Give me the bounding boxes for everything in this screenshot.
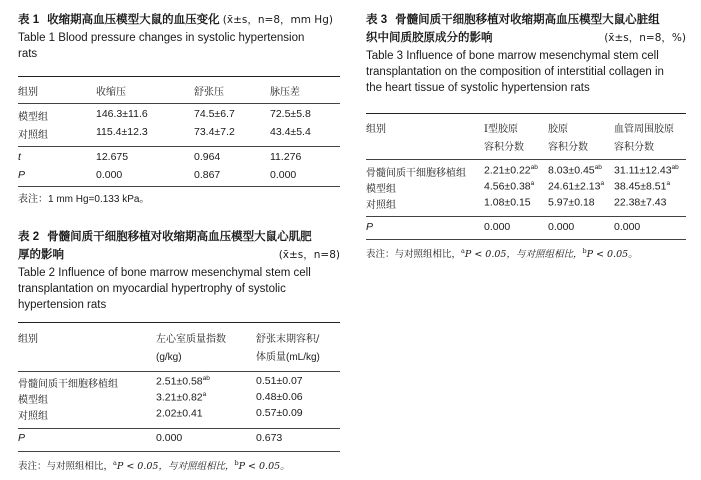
table2	[18, 228, 340, 313]
table3	[366, 11, 686, 96]
table-row: 骨髓间质干细胞移植组 2.21±0.22$^{ab}$ 8.03±0.45$^{ab}$ 31.11±12.43$^{ab}$	[366, 164, 679, 179]
table-row: P 0.000 0.000 0.000	[366, 221, 641, 233]
table2-note: 表注：与对照组相比，$^a$P < 0.05，与对照组相比，$^b$P < 0.05。	[18, 459, 290, 473]
table-row: P 0.000 0.867 0.000	[18, 169, 297, 181]
table2-p-row	[18, 432, 340, 448]
table3-p-rule	[366, 216, 686, 217]
table-row: 模型组 146.3±11.6 74.5±6.7 72.5±5.8	[18, 108, 311, 123]
table3-header-rule	[366, 159, 686, 160]
table3-body	[366, 164, 686, 212]
table2-bottom-rule	[18, 451, 340, 452]
table3-bottom-rule	[366, 239, 686, 240]
table1-bottom-rule	[18, 186, 340, 187]
table1-header: 组别 收缩压 舒张压 脉压差	[18, 87, 300, 98]
table3-cn-caption-2: 织中间质胶原成分的影响 (x̄±s，n=8，%)	[366, 32, 686, 44]
table3-top-rule	[366, 113, 686, 114]
table1-top-rule	[18, 76, 340, 77]
table2-header: 组别 左心室质量指数 (g/kg) 舒张末期容积/ 体质量(mL/kg)	[18, 334, 320, 363]
table2-top-rule	[18, 322, 340, 323]
table3-note: 表注：与对照组相比，$^a$P < 0.05，与对照组相比，$^b$P < 0.05。	[366, 247, 638, 261]
table3-header: 组别 Ⅰ型胶原 容积分数 胶原 容积分数 血管周围胶原 容积分数	[366, 124, 674, 153]
table-row: 模型组 4.56±0.38$^a$ 24.61±2.13$^a$ 38.45±8.51$^a$	[366, 180, 671, 195]
table1-cn-caption: 表 1 收缩期高血压模型大鼠的血压变化 (x̄±s，n=8，mm Hg)	[18, 14, 333, 26]
table2-header-rule	[18, 371, 340, 372]
table2-en-caption: Table 2 Influence of bone marrow mesenchymal stem cell transplantation on myocardial hypertrophy of systolic hypertension rats	[18, 267, 311, 311]
table-row: P 0.000 0.673	[18, 432, 283, 444]
table-row: t 12.675 0.964 11.276	[18, 151, 302, 163]
table3-cn-caption: 表 3 骨髓间质干细胞移植对收缩期高血压模型大鼠心脏组	[366, 14, 660, 26]
table1-stat-rule	[18, 146, 340, 147]
table2-cn-caption-2: 厚的影响 (x̄±s，n=8)	[18, 249, 340, 261]
table2-p-rule	[18, 428, 340, 429]
table1-en-caption: Table 1 Blood pressure changes in systolic hypertension rats	[18, 32, 305, 60]
table1-stats	[18, 151, 340, 187]
table-row: 骨髓间质干细胞移植组 2.51±0.58$^{ab}$ 0.51±0.07	[18, 375, 303, 390]
table-row: 对照组 115.4±12.3 73.4±7.2 43.4±5.4	[18, 126, 311, 141]
table1-note: 表注：1 mm Hg=0.133 kPa。	[18, 194, 150, 205]
table2-cn-caption: 表 2 骨髓间质干细胞移植对收缩期高血压模型大鼠心肌肥	[18, 231, 312, 243]
table3-p-row	[366, 221, 686, 237]
table2-body	[18, 375, 340, 423]
table1-body	[18, 108, 340, 144]
table-row: 模型组 3.21±0.82$^a$ 0.48±0.06	[18, 391, 303, 406]
table1	[18, 11, 340, 62]
table3-en-caption: Table 3 Influence of bone marrow mesenchymal stem cell transplantation on the composition of interstitial collagen in the heart tissue of systolic hypertension rats	[366, 50, 664, 94]
table-row: 对照组 2.02±0.41 0.57±0.09	[18, 407, 303, 422]
table-row: 对照组 1.08±0.15 5.97±0.18 22.38±7.43	[366, 196, 667, 211]
table1-header-rule	[18, 103, 340, 104]
